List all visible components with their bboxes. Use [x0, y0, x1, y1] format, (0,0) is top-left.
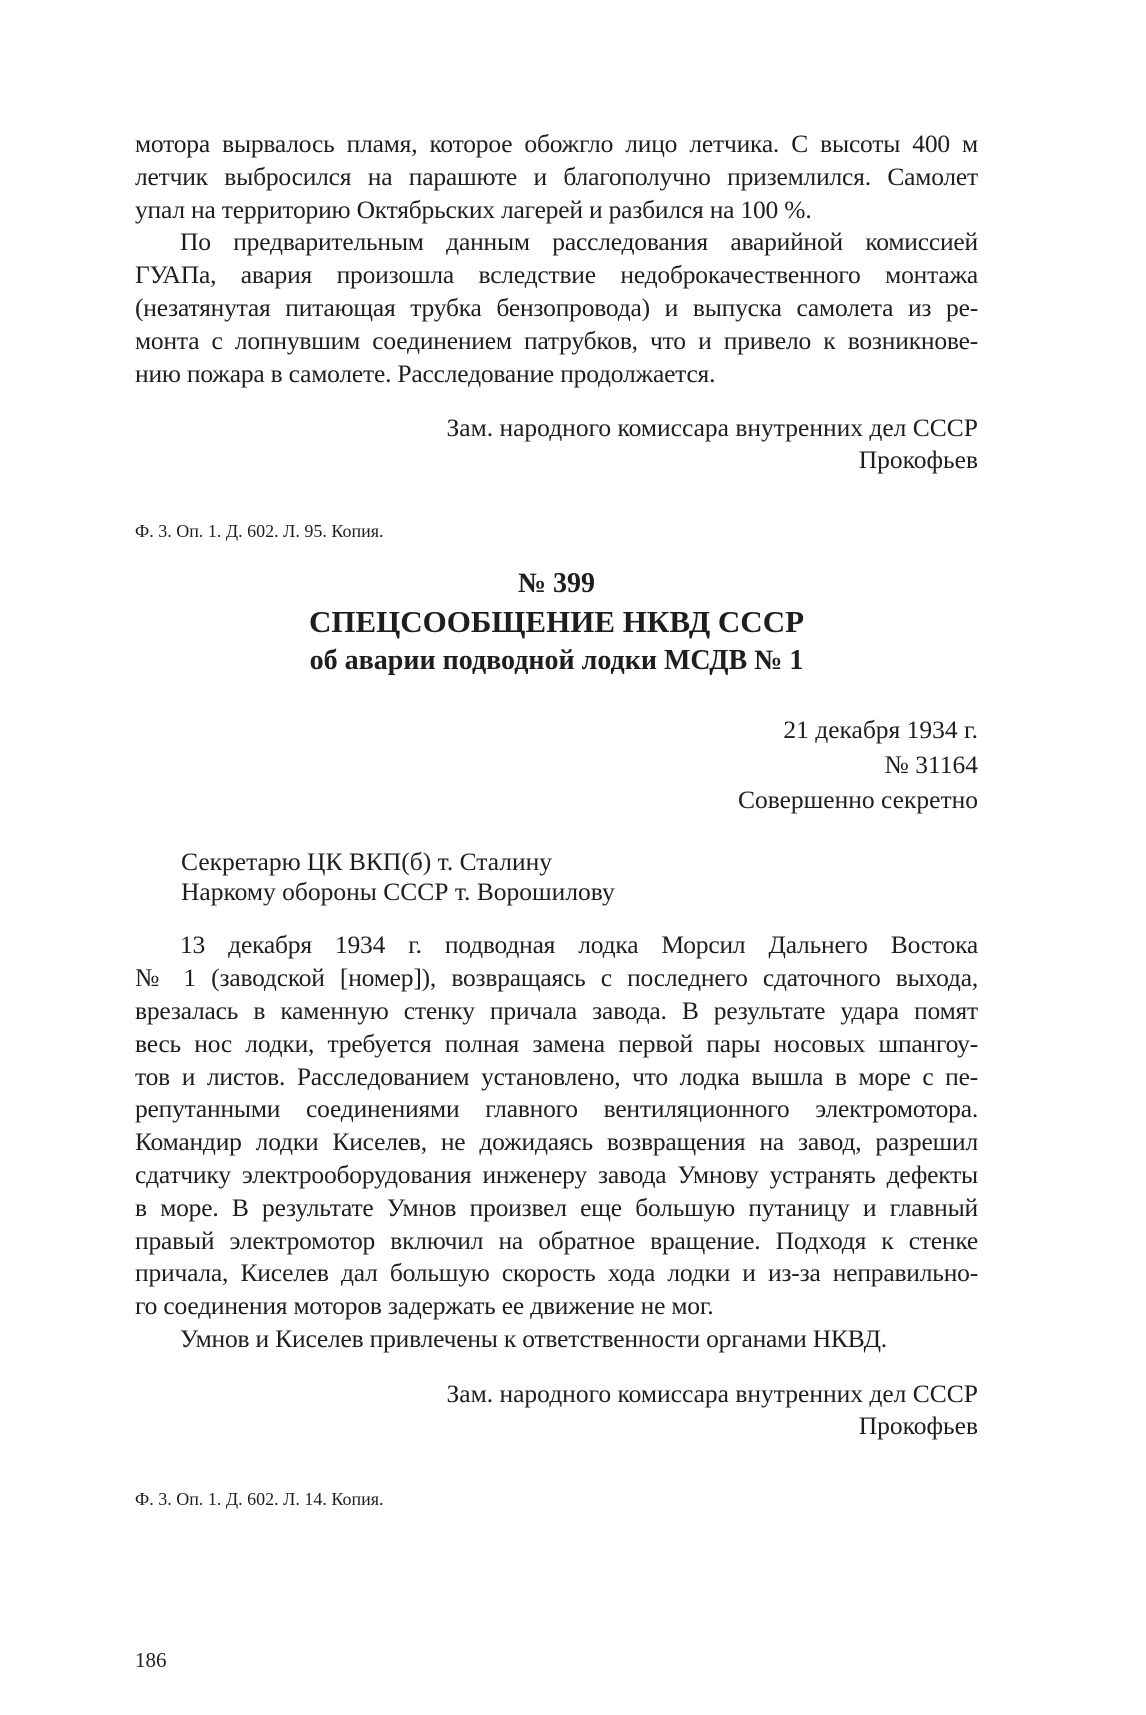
- signature-name: Прокофьев: [858, 445, 978, 475]
- text-line: (незатянутая питающая трубка бензопровода) и выпуска самолета из ре-: [135, 292, 978, 322]
- document: [135, 542, 978, 1509]
- page-number: 186: [135, 1648, 167, 1672]
- book-page: [135, 128, 978, 1510]
- paragraph: [135, 1323, 978, 1356]
- archive-reference: Ф. 3. Оп. 1. Д. 602. Л. 95. Копия.: [135, 521, 384, 542]
- text-line: Умнов и Киселев привлечены к ответственности органами НКВД.: [180, 1323, 887, 1353]
- text-line: Командир лодки Киселев, не дожидаясь возвращения на завод, разрешил: [135, 1127, 978, 1157]
- text-line: упал на территорию Октябрьских лагерей и разбился на 100 %.: [135, 194, 812, 224]
- document-subtitle: об аварии подводной лодки МСДВ № 1: [309, 645, 804, 677]
- text-line: правый электромотор включил на обратное вращение. Подходя к стенке: [135, 1225, 978, 1255]
- text-line: причала, Киселев дал большую скорость хода лодки и из-за неправильно-: [135, 1258, 978, 1288]
- text-line: нию пожара в самолете. Расследование продолжается.: [135, 358, 716, 388]
- text-line: сдатчику электрооборудования инженеру завода Умнову устранять дефекты: [135, 1159, 978, 1189]
- text-line: По предварительным данным расследования аварийной комиссией: [180, 227, 978, 257]
- registration-number: № 31164: [884, 750, 978, 780]
- text-line: мотора вырвалось пламя, которое обожгло лицо летчика. С высоты 400 м: [135, 129, 978, 158]
- paragraph: [135, 226, 978, 390]
- text-line: 13 декабря 1934 г. подводная лодка Морсил Дальнего Востока: [180, 930, 978, 960]
- text-line: ГУАПа, авария произошла вследствие недоброкачественного монтажа: [135, 260, 978, 290]
- addressee: Секретарю ЦК ВКП(б) т. Сталину: [181, 847, 553, 877]
- archive-reference: Ф. 3. Оп. 1. Д. 602. Л. 14. Копия.: [135, 1488, 384, 1509]
- addressee: Наркому обороны СССР т. Ворошилову: [181, 877, 615, 907]
- text-line: весь нос лодки, требуется полная замена первой пары носовых шпангоу-: [135, 1028, 978, 1058]
- document-number: № 399: [517, 568, 596, 600]
- text-line: № 1 (заводской [номер]), возвращаясь с последнего сдаточного выхода,: [135, 963, 978, 993]
- document-title: СПЕЦСООБЩЕНИЕ НКВД СССР: [308, 604, 805, 640]
- text-line: врезалась в каменную стенку причала завода. В результате удара помят: [135, 995, 978, 1025]
- previous-document: [135, 128, 978, 542]
- paragraph: [135, 128, 978, 226]
- text-line: монта с лопнувшим соединением патрубков, что и привело к возникнове-: [135, 325, 978, 355]
- text-line: тов и листов. Расследованием установлено, что лодка вышла в море с пе-: [135, 1061, 978, 1091]
- signature-position: Зам. народного комиссара внутренних дел СССР: [446, 413, 978, 443]
- signature-name: Прокофьев: [858, 1410, 978, 1440]
- text-line: в море. В результате Умнов произвел еще большую путаницу и главный: [135, 1192, 978, 1222]
- text-line: летчик выбросился на парашюте и благополучно приземлился. Самолет: [135, 161, 978, 191]
- text-line: го соединения моторов задержать ее движение не мог.: [135, 1291, 714, 1321]
- signature-position: Зам. народного комиссара внутренних дел СССР: [446, 1378, 978, 1408]
- classification-stamp: Совершенно секретно: [737, 785, 978, 815]
- text-line: репутанными соединениями главного вентиляционного электромотора.: [135, 1094, 978, 1124]
- paragraph: [135, 929, 978, 1323]
- document-date: 21 декабря 1934 г.: [783, 715, 978, 745]
